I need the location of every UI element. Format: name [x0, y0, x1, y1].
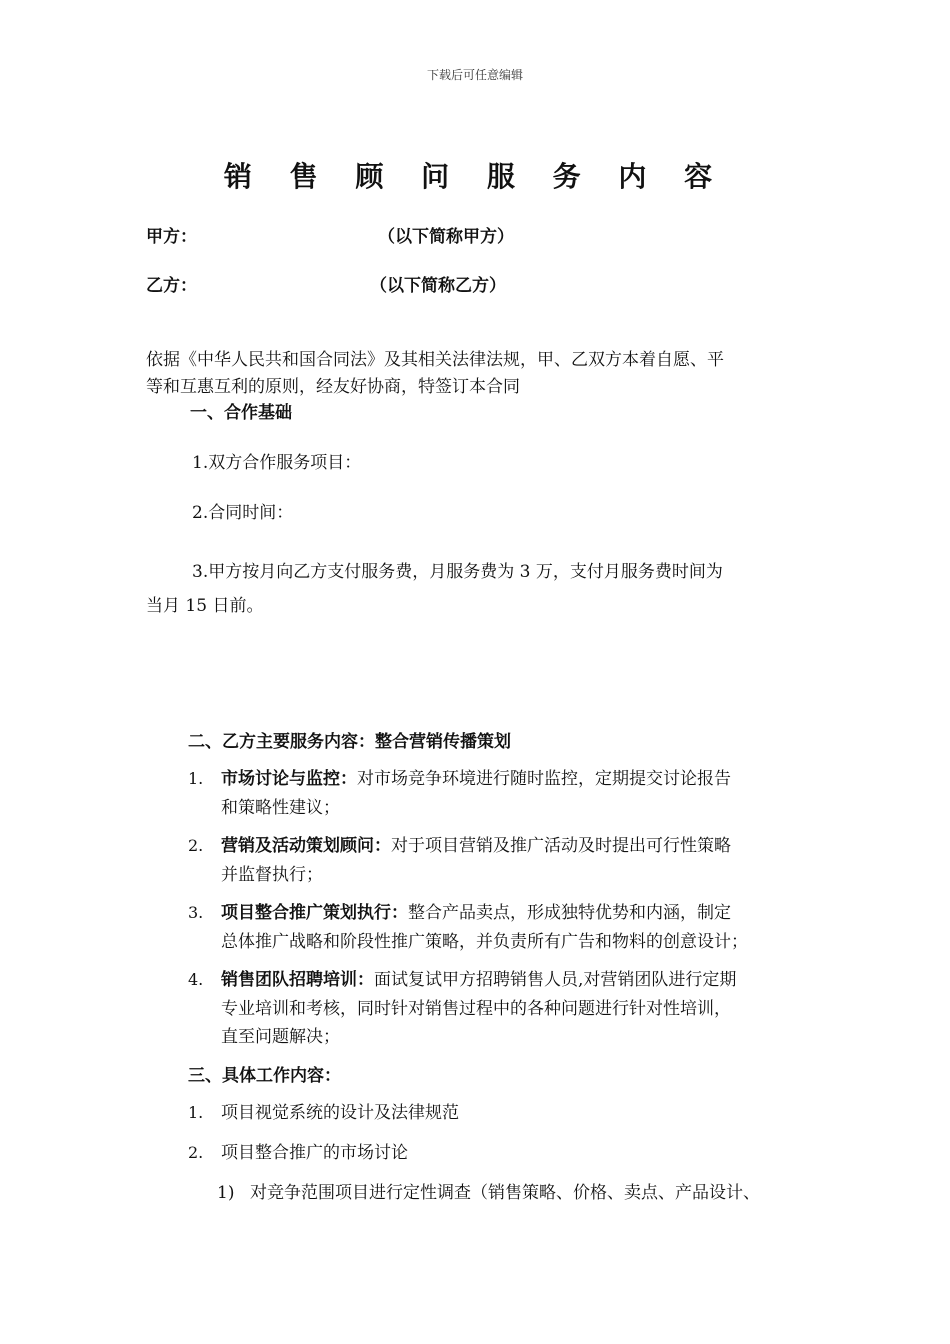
section2-item-3-text: 整合产品卖点，形成独特优势和内涵，制定	[408, 903, 731, 923]
section2-item-2-text: 对于项目营销及推广活动及时提出可行性策略	[391, 836, 731, 856]
section1-item-2: 2.合同时间：	[192, 503, 294, 523]
section2-item-3-title: 项目整合推广策划执行：	[221, 903, 408, 923]
section1-item-3: 3.甲方按月向乙方支付服务费，月服务费为 3 万，支付月服务费时间为	[192, 562, 723, 582]
section3-heading: 三、具体工作内容：	[188, 1066, 341, 1086]
section3-subitem-number: 1)	[217, 1183, 235, 1203]
section2-item-4-title: 销售团队招聘培训：	[221, 970, 374, 990]
section2-item-3-number: 3.	[188, 903, 204, 922]
section1-item-3-cont: 当月 15 日前。	[146, 596, 264, 616]
section2-item-1-number: 1.	[188, 769, 204, 788]
section2-item-2	[221, 831, 731, 861]
preamble-line-1: 依据《中华人民共和国合同法》及其相关法律法规，甲、乙双方本着自愿、平	[146, 350, 724, 370]
section2-item-4-number: 4.	[188, 970, 204, 989]
header-note: 下载后可任意编辑	[426, 68, 523, 82]
section2-item-1-text: 对市场竞争环境进行随时监控，定期提交讨论报告	[357, 769, 731, 789]
section3-item-1-number: 1.	[188, 1103, 204, 1122]
party-a-alias: （以下简称甲方）	[378, 227, 514, 247]
party-b-label: 乙方：	[146, 276, 197, 296]
section1-item-1: 1.双方合作服务项目：	[192, 453, 362, 473]
section2-item-2-number: 2.	[188, 836, 204, 855]
document-title: 销 售 顾 问 服 务 内 容	[223, 160, 727, 193]
section1-heading: 一、合作基础	[190, 403, 292, 423]
party-b-alias: （以下简称乙方）	[370, 276, 506, 296]
section2-item-1-title: 市场讨论与监控：	[221, 769, 357, 789]
section2-item-3	[221, 898, 731, 928]
section2-item-2-cont: 并监督执行；	[221, 865, 323, 885]
section2-item-3-cont: 总体推广战略和阶段性推广策略，并负责所有广告和物料的创意设计；	[221, 932, 748, 952]
section2-item-1	[221, 764, 731, 794]
section2-item-4-cont-2: 直至问题解决；	[221, 1027, 340, 1047]
section3-subitem: 对竞争范围项目进行定性调查（销售策略、价格、卖点、产品设计、	[250, 1183, 760, 1203]
section3-item-2: 项目整合推广的市场讨论	[221, 1143, 408, 1163]
section2-item-2-title: 营销及活动策划顾问：	[221, 836, 391, 856]
section2-heading: 二、乙方主要服务内容：整合营销传播策划	[188, 732, 511, 752]
section3-item-2-number: 2.	[188, 1143, 204, 1162]
section2-item-4-cont-1: 专业培训和考核，同时针对销售过程中的各种问题进行针对性培训，	[221, 999, 731, 1019]
preamble-line-2: 等和互惠互利的原则，经友好协商，特签订本合同	[146, 377, 520, 397]
section2-item-4-text: 面试复试甲方招聘销售人员,对营销团队进行定期	[374, 970, 737, 990]
section2-item-1-cont: 和策略性建议；	[221, 798, 340, 818]
section3-item-1: 项目视觉系统的设计及法律规范	[221, 1103, 459, 1123]
section2-item-4	[221, 965, 736, 995]
party-a-label: 甲方：	[146, 227, 197, 247]
